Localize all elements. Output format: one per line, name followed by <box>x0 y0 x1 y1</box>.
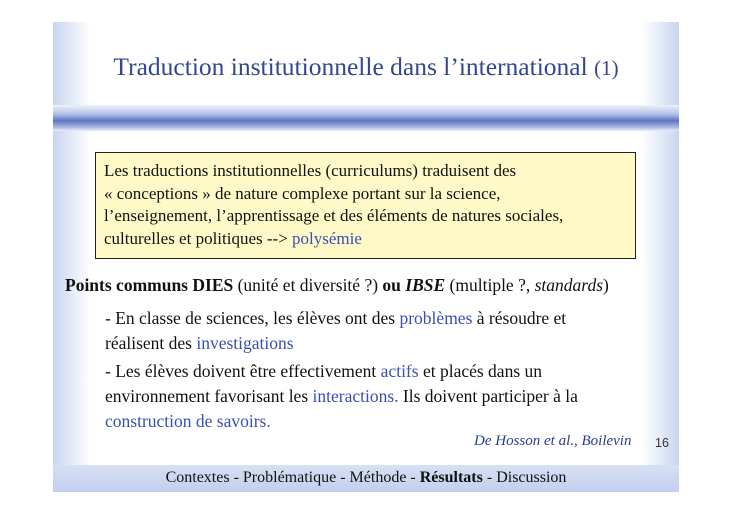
points-italic: standards <box>534 275 604 295</box>
item-1-line-1 <box>105 308 566 329</box>
item-1-text-b: à résoudre et <box>472 308 567 328</box>
item-2-line-2 <box>105 386 578 407</box>
item-2-line-1 <box>105 361 542 382</box>
item-2-highlight-interactions: interactions. <box>312 386 399 406</box>
reference-citation: De Hosson et al., Boilevin <box>474 433 632 449</box>
box-line-1: Les traductions institutionnelles (curriculums) traduisent des <box>104 161 517 180</box>
points-communs-line <box>65 275 609 296</box>
definition-box <box>95 152 636 259</box>
box-line-4-text: culturelles et politiques --> <box>104 228 288 248</box>
item-2-highlight-actifs: actifs <box>380 361 419 381</box>
points-bold-1: Points communs DIES <box>65 275 234 295</box>
item-2-line-3 <box>105 411 271 432</box>
item-2-highlight-construction: construction de savoirs. <box>105 411 271 431</box>
box-highlight-polysemie: polysémie <box>287 228 362 248</box>
item-1-highlight-problemes: problèmes <box>399 308 473 328</box>
points-text-2: (multiple ?, <box>445 275 535 295</box>
footer-part-2: - Discussion <box>482 469 567 486</box>
item-1-highlight-investigations: investigations <box>196 333 294 353</box>
item-1-text-c: réalisent des <box>105 333 197 353</box>
footer-text <box>53 469 679 487</box>
points-text-1: (unité et diversité ?) <box>233 275 383 295</box>
points-text-3: ) <box>603 275 609 295</box>
points-bold-2: ou <box>382 275 401 295</box>
item-1-text-a: - En classe de sciences, les élèves ont des <box>105 308 400 328</box>
title-divider-band <box>53 105 679 131</box>
footer-bar <box>53 465 679 492</box>
box-line-2: « conceptions » de nature complexe portant sur la science, <box>104 183 501 203</box>
points-bold-italic: IBSE <box>400 275 446 295</box>
page-number: 16 <box>655 436 669 450</box>
title-number: (1) <box>594 56 619 80</box>
footer-bold-resultats: Résultats <box>419 469 483 486</box>
item-2-text-d: Ils doivent participer à la <box>398 386 578 406</box>
item-2-text-b: et placés dans un <box>418 361 543 381</box>
title-main: Traduction institutionnelle dans l’international <box>113 52 588 81</box>
item-1-line-2 <box>105 333 294 354</box>
footer-part-1: Contextes - Problématique - Méthode - <box>165 469 420 486</box>
box-line-4 <box>104 228 635 251</box>
box-line-3: l’enseignement, l’apprentissage et des éléments de natures sociales, <box>104 206 564 225</box>
item-2-text-c: environnement favorisant les <box>105 386 313 406</box>
item-2-text-a: - Les élèves doivent être effectivement <box>105 361 381 381</box>
slide-title <box>0 52 732 82</box>
